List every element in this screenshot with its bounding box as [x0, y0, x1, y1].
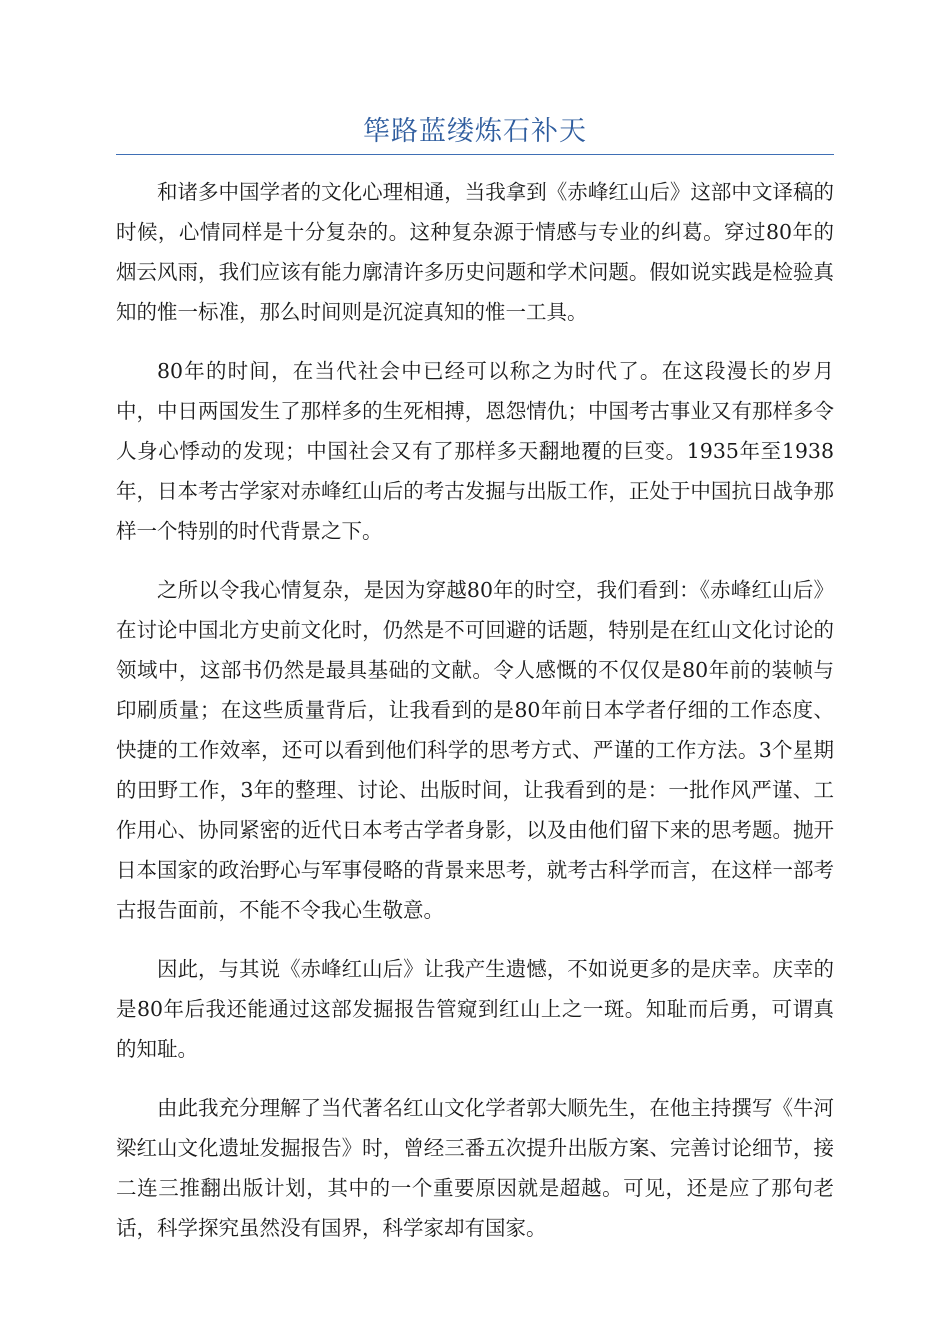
paragraph-2: 80年的时间，在当代社会中已经可以称之为时代了。在这段漫长的岁月中，中日两国发生了那样多的生死相搏，恩怨情仇；中国考古事业又有那样多令人身心悸动的发现；中国社会又有了那样多天翻地覆的巨变。1935年至1938年，日本考古学家对赤峰红山后的考古发掘与出版工作，正处于中国抗日战争那样一个特别的时代背景之下。	[116, 359, 834, 543]
paragraph-5: 由此我充分理解了当代著名红山文化学者郭大顺先生，在他主持撰写《牛河梁红山文化遗址发掘报告》时，曾经三番五次提升出版方案、完善讨论细节，接二连三推翻出版计划，其中的一个重要原因就是超越。可见，还是应了那句老话，科学探究虽然没有国界，科学家却有国家。	[116, 1096, 834, 1240]
document-title: 筚路蓝缕炼石补天	[363, 116, 587, 147]
paragraph-1: 和诸多中国学者的文化心理相通，当我拿到《赤峰红山后》这部中文译稿的时候，心情同样是十分复杂的。这种复杂源于情感与专业的纠葛。穿过80年的烟云风雨，我们应该有能力廓清许多历史问题和学术问题。假如说实践是检验真知的惟一标准，那么时间则是沉淀真知的惟一工具。	[116, 180, 834, 324]
title-underline	[116, 154, 834, 155]
document-body	[116, 172, 834, 1267]
paragraph-3: 之所以令我心情复杂，是因为穿越80年的时空，我们看到：《赤峰红山后》在讨论中国北方史前文化时，仍然是不可回避的话题，特别是在红山文化讨论的领域中，这部书仍然是最具基础的文献。令人感慨的不仅仅是80年前的装帧与印刷质量；在这些质量背后，让我看到的是80年前日本学者仔细的工作态度、快捷的工作效率，还可以看到他们科学的思考方式、严谨的工作方法。3个星期的田野工作，3年的整理、讨论、出版时间，让我看到的是：一批作风严谨、工作用心、协同紧密的近代日本考古学者身影，以及由他们留下来的思考题。抛开日本国家的政治野心与军事侵略的背景来思考，就考古科学而言，在这样一部考古报告面前，不能不令我心生敬意。	[116, 578, 834, 922]
paragraph-4: 因此，与其说《赤峰红山后》让我产生遗憾，不如说更多的是庆幸。庆幸的是80年后我还能通过这部发掘报告管窥到红山上之一斑。知耻而后勇，可谓真的知耻。	[116, 957, 834, 1061]
